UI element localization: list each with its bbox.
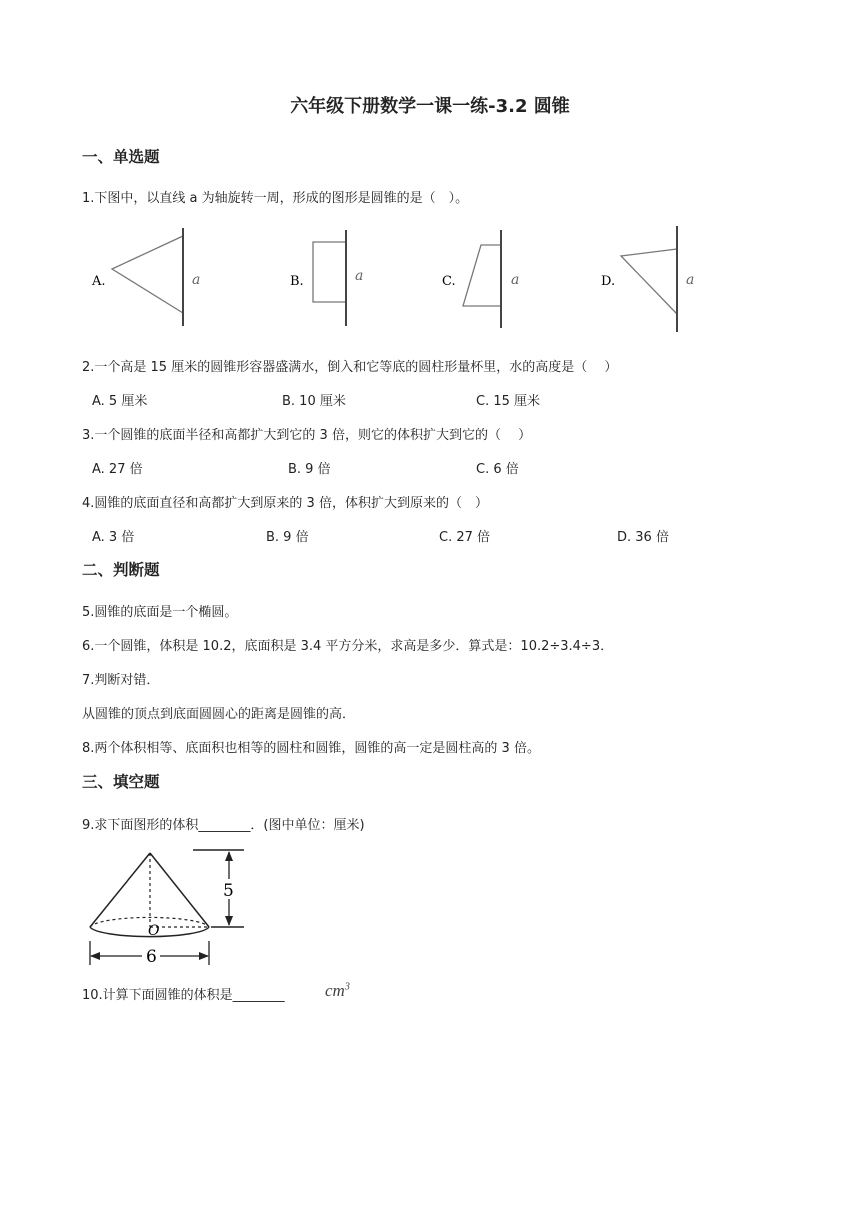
axis-label-b: a [355, 268, 364, 284]
question-5-text: 5.圆锥的底面是一个椭圆。 [82, 605, 238, 620]
question-2-option-a[interactable]: A. 5 厘米 [92, 394, 148, 409]
axis-label-c: a [511, 272, 520, 288]
cone-figure [82, 843, 257, 968]
option-b-label: B. [290, 274, 304, 289]
unit-exponent: 3 [344, 981, 350, 993]
option-d-figure [601, 226, 694, 332]
question-4-option-d[interactable]: D. 36 倍 [617, 530, 669, 545]
question-3-option-c[interactable]: C. 6 倍 [476, 462, 519, 477]
option-b-figure [290, 230, 363, 326]
question-4-option-c[interactable]: C. 27 倍 [439, 530, 491, 545]
question-10-text: 10.计算下面圆锥的体积是________ [82, 988, 285, 1003]
axis-label-d: a [686, 272, 695, 288]
section-heading-true-false: 二、判断题 [82, 561, 160, 579]
question-10-unit [325, 981, 350, 1001]
section-heading-fill-blank: 三、填空题 [82, 773, 160, 791]
option-c-label: C. [442, 274, 456, 289]
question-3-option-b[interactable]: B. 9 倍 [288, 462, 331, 477]
question-1-figures [82, 222, 722, 337]
question-2-option-b[interactable]: B. 10 厘米 [282, 394, 346, 409]
height-label: 5 [223, 881, 234, 901]
question-9-text: 9.求下面图形的体积________．(图中单位：厘米) [82, 818, 365, 833]
axis-label-a: a [192, 272, 201, 288]
question-4-option-b[interactable]: B. 9 倍 [266, 530, 309, 545]
question-3-text: 3.一个圆锥的底面半径和高都扩大到它的 3 倍，则它的体积扩大到它的（ ） [82, 428, 532, 443]
question-3-option-a[interactable]: A. 27 倍 [92, 462, 143, 477]
page-title: 六年级下册数学一课一练-3.2 圆锥 [290, 96, 570, 117]
center-label-o: O [148, 923, 160, 939]
question-7-text: 7.判断对错． [82, 673, 160, 688]
diameter-label: 6 [146, 947, 157, 967]
question-4-text: 4.圆锥的底面直径和高都扩大到原来的 3 倍，体积扩大到原来的（ ） [82, 496, 488, 511]
question-2-text: 2.一个高是 15 厘米的圆锥形容器盛满水，倒入和它等底的圆柱形量杯里，水的高度是（ ） [82, 360, 618, 375]
question-8-text: 8.两个体积相等、底面积也相等的圆柱和圆锥，圆锥的高一定是圆柱高的 3 倍。 [82, 741, 540, 756]
question-7-statement: 从圆锥的顶点到底面圆圆心的距离是圆锥的高． [82, 707, 356, 722]
option-a-figure [91, 228, 200, 326]
option-a-label: A. [92, 274, 106, 289]
option-d-label: D. [601, 274, 616, 289]
question-4-option-a[interactable]: A. 3 倍 [92, 530, 135, 545]
question-2-option-c[interactable]: C. 15 厘米 [476, 394, 541, 409]
option-c-figure [442, 230, 519, 328]
unit-cm: cm [325, 981, 345, 1000]
section-heading-single-choice: 一、单选题 [82, 148, 160, 166]
question-6-text: 6.一个圆锥，体积是 10.2，底面积是 3.4 平方分米，求高是多少．算式是：10.2÷3.4÷3． [82, 639, 614, 654]
question-1-text: 1.下图中，以直线 a 为轴旋转一周，形成的图形是圆锥的是（ ）。 [82, 191, 469, 206]
